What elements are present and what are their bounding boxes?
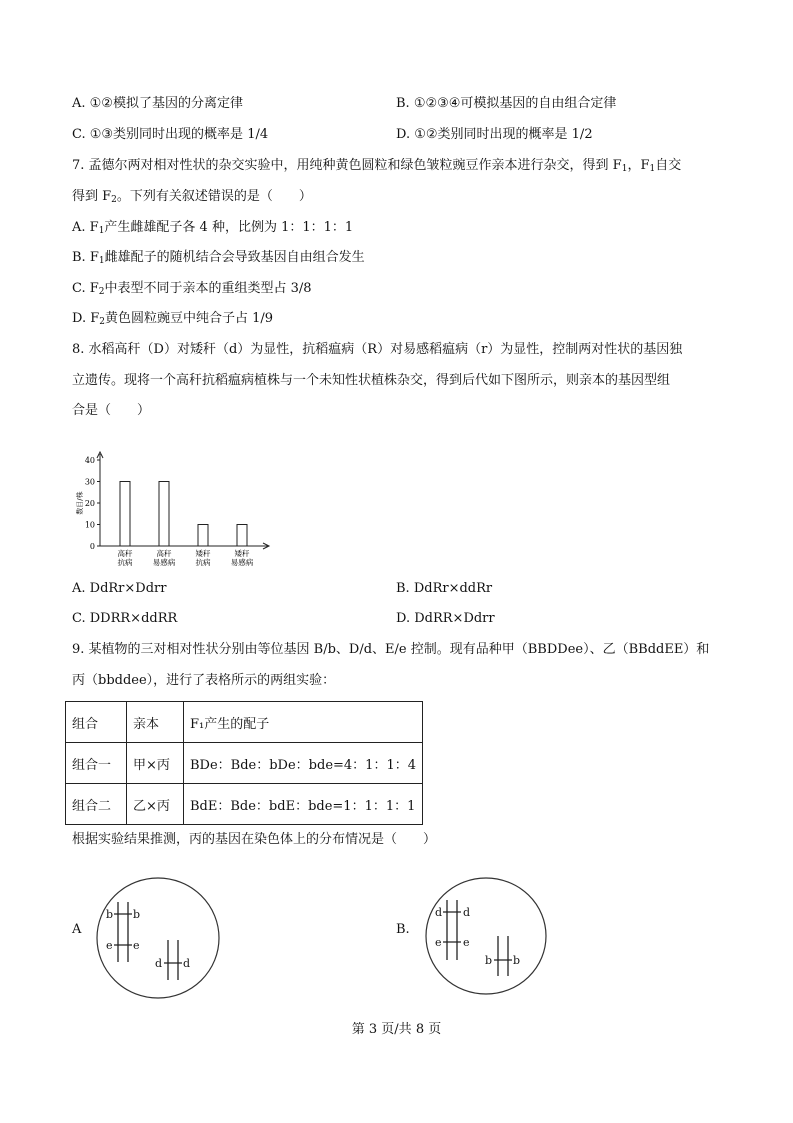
chromosome-pair-1 (114, 902, 132, 962)
table-cell: 组合一 (66, 743, 127, 784)
q6-option-c: C. ①③类别同时出现的概率是 1/4 (72, 127, 269, 142)
q9-diagram-a (88, 872, 228, 1002)
gene-label: e (106, 939, 113, 952)
cell-outline (97, 878, 219, 998)
x-tick-label: 高秆 (156, 549, 172, 558)
table-cell: 组合二 (66, 784, 127, 825)
q9-stem-line1: 9. 某植物的三对相对性状分别由等位基因 B/b、D/d、E/e 控制。现有品种甲（BBDDee）、乙（BBddEE）和 (72, 642, 710, 657)
q6-option-d: D. ①②类别同时出现的概率是 1/2 (396, 127, 593, 142)
q7-stem-line2: 得到 $F_2$。下列有关叙述错误的是（ ） (72, 189, 312, 205)
table-cell: BdE：Bde：bdE：bde=1：1：1：1 (184, 784, 423, 825)
q9-option-a-label: A (72, 922, 82, 937)
table-row (66, 784, 423, 825)
page-footer: 第 3 页/共 8 页 (351, 1022, 442, 1037)
q7-option-a: A. $F_1$产生雌雄配子各 4 种，比例为 1：1：1：1 (72, 220, 354, 236)
q9-diagram-b (416, 872, 556, 1002)
x-tick-label: 抗病 (195, 558, 211, 567)
x-tick-label: 抗病 (117, 558, 133, 567)
y-axis-label: 数目/株 (76, 491, 84, 515)
q7-option-d: D. $F_2$黄色圆粒豌豆中纯合子占 1/9 (72, 311, 274, 327)
q6-option-b: B. ①②③④可模拟基因的自由组合定律 (396, 96, 617, 111)
x-tick-label: 矮秆 (234, 549, 250, 558)
q7-option-b: B. $F_1$雌雄配子的随机结合会导致基因自由组合发生 (72, 250, 365, 266)
bar (159, 482, 169, 547)
chromosome-pair-1 (443, 900, 461, 960)
gene-label: e (133, 939, 140, 952)
q8-option-c: C. DDRR×ddRR (72, 611, 178, 626)
q8-bar-chart (70, 448, 280, 573)
table-header-cell: F₁产生的配子 (184, 702, 423, 743)
q9-question: 根据实验结果推测，丙的基因在染色体上的分布情况是（ ） (72, 832, 437, 847)
x-tick-label: 易感病 (230, 558, 254, 567)
y-tick-label: 10 (84, 520, 95, 530)
table-row (66, 743, 423, 784)
q9-option-b-label: B. (396, 922, 410, 937)
q6-option-a: A. ①②模拟了基因的分离定律 (72, 96, 243, 111)
x-tick-label: 易感病 (152, 558, 176, 567)
q8-option-b: B. DdRr×ddRr (396, 581, 493, 596)
q8-option-d: D. DdRR×Ddrr (396, 611, 495, 626)
table-header-cell: 亲本 (127, 702, 184, 743)
gene-label: b (513, 954, 521, 967)
table-cell: BDe：Bde：bDe：bde=4：1：1：4 (184, 743, 423, 784)
q8-stem-line1: 8. 水稻高秆（D）对矮秆（d）为显性，抗稻瘟病（R）对易感稻瘟病（r）为显性，控制两对性状的基因独 (72, 342, 683, 357)
q8-option-a: A. DdRr×Ddrr (72, 581, 167, 596)
y-tick-label: 40 (84, 456, 95, 465)
q8-stem-line3: 合是（ ） (72, 403, 151, 418)
gene-label: b (485, 954, 493, 967)
gene-label: e (435, 936, 442, 949)
table-cell: 乙×丙 (127, 784, 184, 825)
table-cell: 甲×丙 (127, 743, 184, 784)
gene-label: d (435, 906, 443, 919)
table-header-row (66, 702, 423, 743)
chromosome-pair-2 (164, 940, 182, 980)
table-header-cell: 组合 (66, 702, 127, 743)
bar (120, 482, 130, 547)
chromosome-pair-2 (494, 936, 512, 976)
q9-stem-line2: 丙（bbddee），进行了表格所示的两组实验： (72, 673, 336, 688)
x-tick-label: 高秆 (117, 549, 133, 558)
gene-label: e (463, 936, 470, 949)
q7-stem-line1: 7. 孟德尔两对相对性状的杂交实验中，用纯种黄色圆粒和绿色皱粒豌豆作亲本进行杂交，得到 $F_1$，$F_1$自交 (72, 158, 682, 174)
gene-label: b (106, 908, 114, 921)
gene-label: d (463, 906, 471, 919)
cell-outline (426, 878, 546, 994)
bar (198, 525, 208, 547)
q9-experiment-table (65, 701, 423, 825)
q7-option-c: C. $F_2$中表型不同于亲本的重组类型占 3/8 (72, 281, 312, 297)
gene-label: b (133, 908, 141, 921)
y-tick-label: 0 (89, 542, 95, 551)
q8-stem-line2: 立遗传。现将一个高秆抗稻瘟病植株与一个未知性状植株杂交，得到后代如下图所示，则亲本的基因型组 (72, 373, 671, 388)
x-tick-label: 矮秆 (195, 549, 211, 558)
gene-label: d (155, 957, 163, 970)
y-tick-label: 30 (84, 477, 95, 487)
y-tick-label: 20 (84, 499, 95, 508)
gene-label: d (183, 957, 191, 970)
bar (237, 525, 247, 547)
